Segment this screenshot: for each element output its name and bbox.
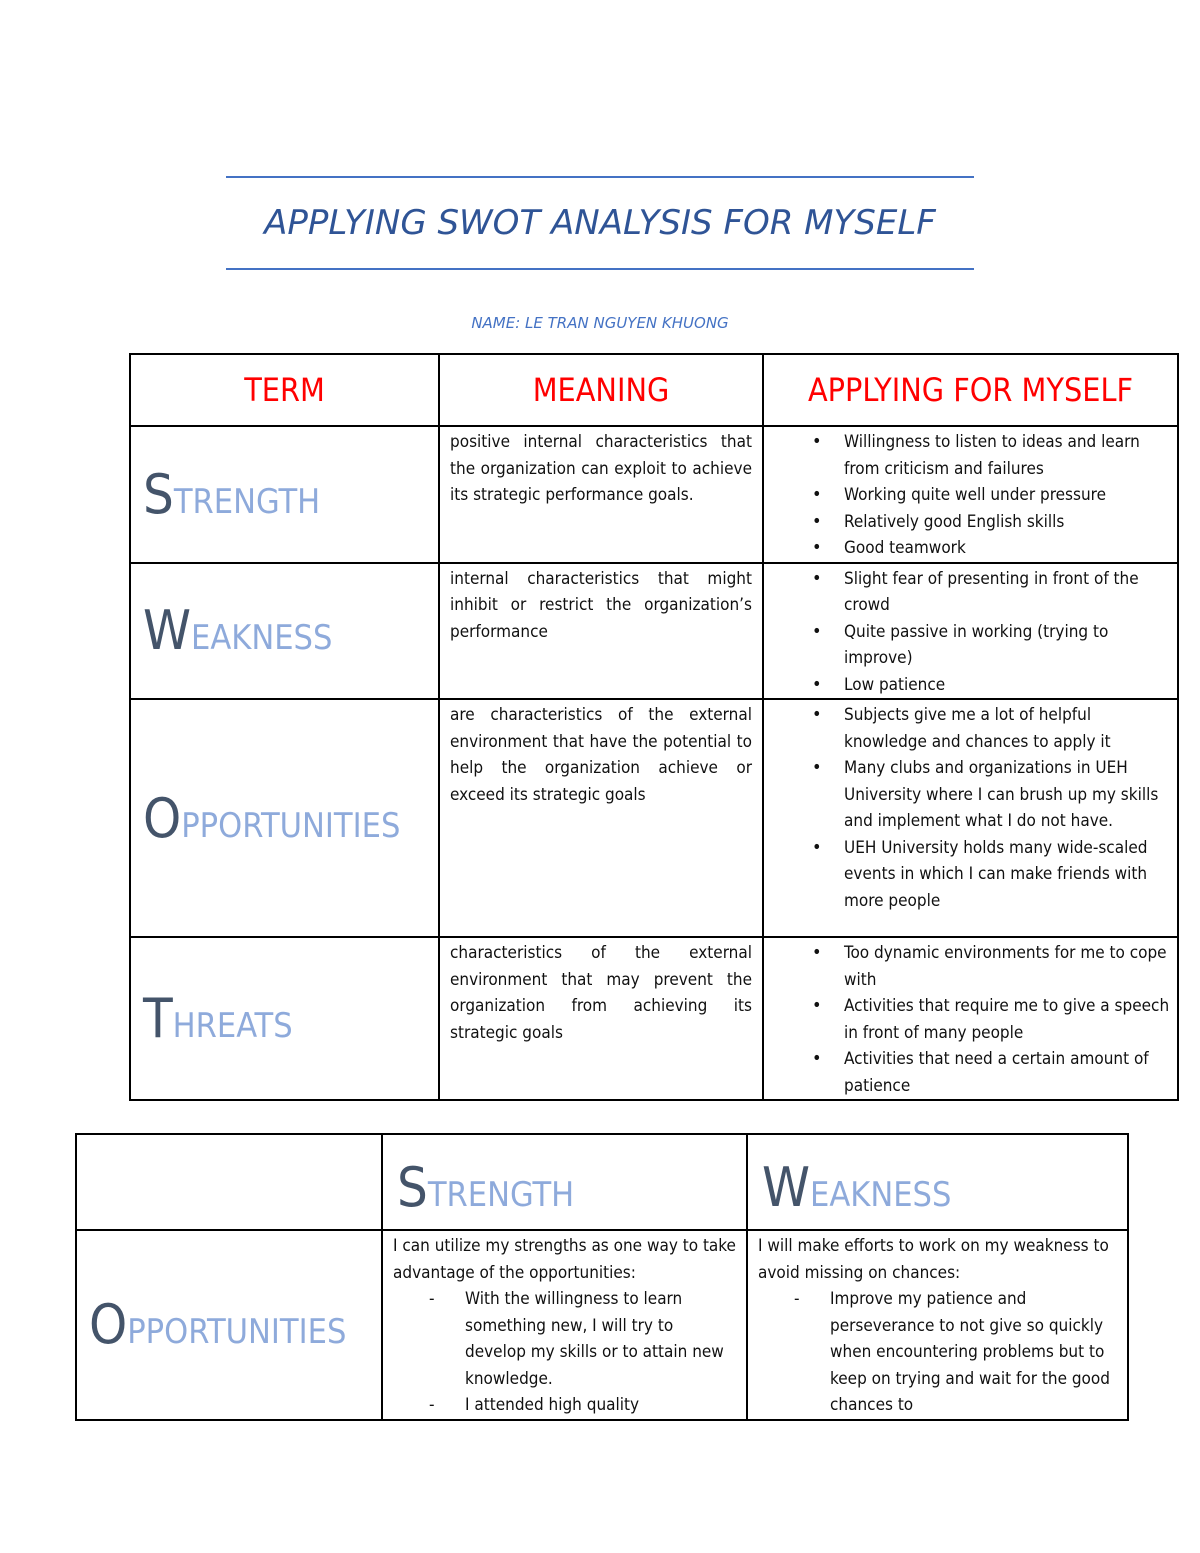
term-rest: PPORTUNITIES <box>181 805 401 846</box>
list-item: • Many clubs and organizations in UEH University where I can brush up my skills and implement what I do not have. <box>764 755 1177 835</box>
applying-strength <box>763 426 1178 563</box>
term-initial: S <box>143 462 174 526</box>
title-rule-top <box>226 176 974 178</box>
header-applying: APPLYING FOR MYSELF <box>763 354 1178 426</box>
term-rest: TRENGTH <box>173 481 321 522</box>
header-term: TERM <box>130 354 439 426</box>
list-item: • Working quite well under pressure <box>764 482 1177 509</box>
swot-table <box>129 353 1179 1101</box>
term-rest: HREATS <box>172 1006 293 1046</box>
list-item: • Willingness to listen to ideas and learn from criticism and failures <box>764 429 1177 482</box>
so-intro: I can utilize my strengths as one way to take advantage of the opportunities: <box>393 1236 736 1283</box>
term-threats <box>130 937 439 1100</box>
term-strength <box>130 426 439 563</box>
term-initial: T <box>143 987 173 1050</box>
list-item: • Activities that need a certain amount of patience <box>764 1046 1177 1099</box>
dash-list <box>393 1286 736 1419</box>
list-item: • Relatively good English skills <box>764 509 1177 536</box>
list-item: - I attended high quality <box>393 1392 736 1419</box>
meaning-opportunities: are characteristics of the external environment that have the potential to help the organization achieve or exceed its strategic goals <box>439 699 763 937</box>
swot-row-weakness <box>130 563 1178 700</box>
swot-row-opportunities <box>130 699 1178 937</box>
term-weakness <box>130 563 439 700</box>
list-item: - With the willingness to learn something new, I will try to develop my skills or to attain new knowledge. <box>393 1286 736 1392</box>
meaning-strength: positive internal characteristics that the organization can exploit to achieve its strategic performance goals. <box>439 426 763 563</box>
author-name: NAME: LE TRAN NGUYEN KHUONG <box>471 314 729 332</box>
term-rest: TRENGTH <box>427 1175 575 1215</box>
swot-row-strength <box>130 426 1178 563</box>
list-item: • Quite passive in working (trying to improve) <box>764 619 1177 672</box>
list-item: • Subjects give me a lot of helpful knowledge and chances to apply it <box>764 702 1177 755</box>
list-item: • Good teamwork <box>764 535 1177 562</box>
applying-opportunities <box>763 699 1178 937</box>
page-title: APPLYING SWOT ANALYSIS FOR MYSELF <box>264 203 936 243</box>
list-item: • Activities that require me to give a speech in front of many people <box>764 993 1177 1046</box>
meaning-weakness: internal characteristics that might inhibit or restrict the organization’s performance <box>439 563 763 700</box>
bullet-list <box>764 566 1177 699</box>
term-initial: S <box>397 1156 428 1219</box>
term-initial: W <box>762 1156 811 1219</box>
term-rest: PPORTUNITIES <box>127 1312 347 1353</box>
tows-corner-cell <box>76 1134 382 1230</box>
swot-header-row <box>130 354 1178 426</box>
meaning-threats: characteristics of the external environment that may prevent the organization from achieving its strategic goals <box>439 937 763 1100</box>
list-item: • Too dynamic environments for me to cope with <box>764 940 1177 993</box>
tows-term-opportunities <box>76 1230 382 1420</box>
list-item: • UEH University holds many wide-scaled events in which I can make friends with more people <box>764 835 1177 915</box>
wo-strategy-cell <box>747 1230 1128 1420</box>
tows-row-opportunities <box>76 1230 1128 1420</box>
tows-header-strength <box>382 1134 747 1230</box>
bullet-list <box>764 702 1177 914</box>
term-rest: EAKNESS <box>810 1175 952 1215</box>
term-rest: EAKNESS <box>191 618 333 659</box>
bullet-list <box>764 429 1177 562</box>
term-initial: W <box>143 599 192 663</box>
swot-row-threats <box>130 937 1178 1100</box>
term-opportunities <box>130 699 439 937</box>
so-strategy-cell <box>382 1230 747 1420</box>
list-item: • Slight fear of presenting in front of the crowd <box>764 566 1177 619</box>
tows-header-weakness <box>747 1134 1128 1230</box>
applying-threats <box>763 937 1178 1100</box>
wo-intro: I will make efforts to work on my weakness to avoid missing on chances: <box>758 1236 1109 1283</box>
dash-list <box>758 1286 1117 1419</box>
list-item: • Low patience <box>764 672 1177 699</box>
tows-header-row <box>76 1134 1128 1230</box>
tows-matrix-table <box>75 1133 1129 1421</box>
bullet-list <box>764 940 1177 1099</box>
applying-weakness <box>763 563 1178 700</box>
title-rule-bottom <box>226 268 974 270</box>
term-initial: O <box>143 786 182 850</box>
header-meaning: MEANING <box>439 354 763 426</box>
term-initial: O <box>89 1293 128 1357</box>
list-item: - Improve my patience and perseverance to not give so quickly when encountering problems but to keep on trying and wait for the good chances to <box>758 1286 1117 1419</box>
